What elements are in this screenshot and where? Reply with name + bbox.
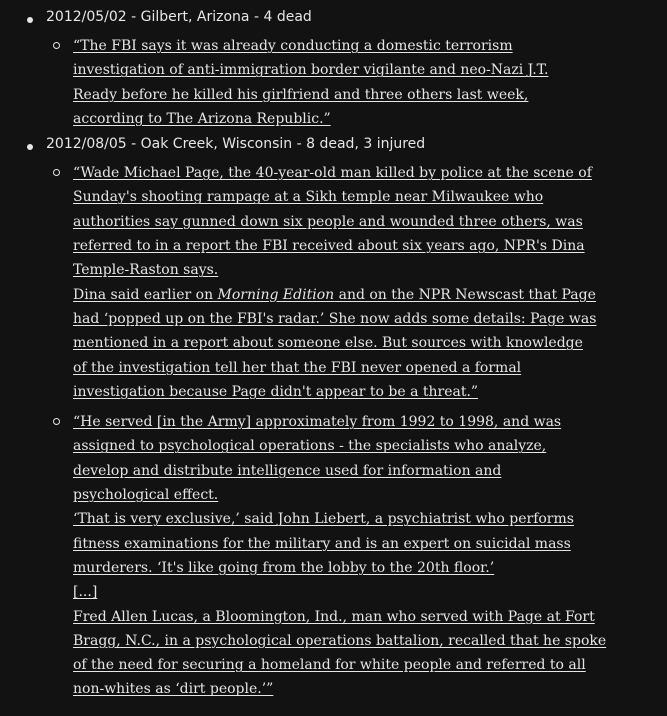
quote-line: Sunday's shooting rampage at a Sikh temple near Milwaukee who	[73, 189, 544, 206]
quote-line: Temple-Raston says.	[73, 262, 219, 279]
quote-line: “He served [in the Army] approximately from 1992 to 1998, and was	[73, 414, 562, 431]
quote-item	[46, 161, 597, 404]
event-heading: 2012/08/05 - Oak Creek, Wisconsin - 8 dead, 3 injured	[46, 136, 426, 153]
quote-list	[46, 161, 667, 702]
quote-text: and on the NPR Newscast that Page	[334, 286, 596, 303]
quote-line: assigned to psychological operations - the specialists who analyze,	[73, 438, 547, 455]
quote-line: investigation because Page didn't appear to be a threat.”	[73, 383, 479, 400]
quote-line: develop and distribute intelligence used for information and	[73, 462, 502, 479]
quote-line: ‘That is very exclusive,’ said John Liebert, a psychiatrist who performs	[73, 511, 574, 528]
quote-link[interactable]	[73, 161, 597, 404]
quote-line: fitness examinations for the military and is an expert on suicidal mass	[73, 535, 571, 552]
quote-line: non-whites as ‘dirt people.’”	[73, 681, 274, 698]
quote-line: mentioned in a report about someone else. But sources with knowledge	[73, 335, 583, 352]
quote-item	[46, 410, 607, 702]
quote-line: had ‘popped up on the FBI's radar.’ She now adds some details: Page was	[73, 310, 597, 327]
event-list	[0, 7, 667, 702]
quote-line: of the investigation tell her that the FBI never opened a formal	[73, 359, 522, 376]
quote-line: of the need for securing a homeland for white people and referred to all	[73, 657, 586, 674]
quote-text: Dina said earlier on	[73, 286, 218, 303]
program-title: Morning Edition	[217, 286, 335, 303]
quote-line: “The FBI says it was already conducting a domestic terrorism	[73, 38, 513, 54]
event-item-oak-creek	[0, 134, 667, 702]
quote-line: murderers. ‘It's like going from the lobby to the 20th floor.’	[73, 559, 495, 576]
quote-line: according to The Arizona Republic.”	[73, 110, 331, 127]
event-item-gilbert	[0, 7, 667, 131]
quote-line-dina	[73, 283, 596, 307]
quote-link[interactable]	[73, 410, 607, 702]
quote-item	[46, 34, 593, 131]
quote-list	[46, 34, 667, 131]
quote-line: psychological effect.	[73, 487, 219, 504]
quote-line: “Wade Michael Page, the 40-year-old man killed by police at the scene of	[73, 165, 592, 182]
quote-line: [...]	[73, 584, 98, 601]
quote-line: referred to in a report the FBI received about six years ago, NPR's Dina	[73, 238, 585, 255]
quote-line: Ready before he killed his girlfriend and three others last week,	[73, 86, 529, 103]
quote-link[interactable]	[73, 34, 593, 131]
quote-line: authorities say gunned down six people and wounded three others, was	[73, 213, 583, 230]
event-heading: 2012/05/02 - Gilbert, Arizona - 4 dead	[46, 9, 312, 25]
quote-line: investigation of anti-immigration border vigilante and neo-Nazi J.T.	[73, 62, 549, 79]
quote-line: Bragg, N.C., in a psychological operations battalion, recalled that he spoke	[73, 632, 607, 649]
quote-line: Fred Allen Lucas, a Bloomington, Ind., man who served with Page at Fort	[73, 608, 595, 625]
